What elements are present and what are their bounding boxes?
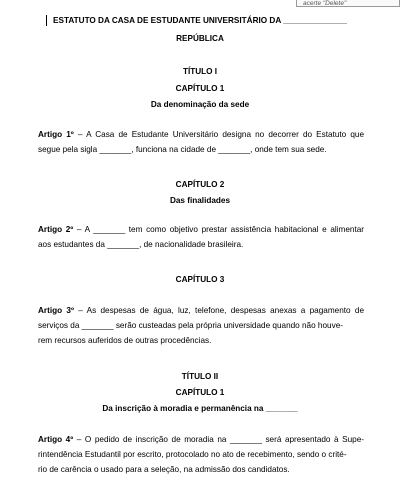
article-1-label: Artigo 1º [38,130,74,139]
title-ii-heading: TÍTULO II [181,372,219,381]
title-ii-chapter-1-subheading: Da inscrição à moradia e permanência na _______ [102,404,298,413]
document-title-line2: REPÚBLICA [176,34,224,43]
article-4 [38,432,364,477]
article-4-line1 [38,432,364,447]
article-4-text1: – O pedido de inscrição de moradia na _______ será apresentado à Supe- [73,435,364,444]
title-ii-chapter-1-heading: CAPÍTULO 1 [175,388,225,397]
article-3-line1 [38,303,364,318]
chapter-1-heading: CAPÍTULO 1 [175,84,225,93]
article-3-label: Artigo 3º [38,306,74,315]
document-title[interactable]: ESTATUTO DA CASA DE ESTUDANTE UNIVERSITÁRIO DA ______________ [53,16,347,25]
article-3-line2: serviços da _______ serão custeadas pela própria universidade quando não houve- [38,321,343,330]
chapter-3-heading: CAPÍTULO 3 [175,275,225,284]
article-3-line3: rem recursos auferidos de outras procedências. [38,336,212,345]
article-2-line1 [38,222,364,237]
article-2-text1: – A _______ tem como objetivo prestar assistência habitacional e alimentar [73,225,364,234]
article-2-line2: aos estudantes da _______, de nacionalidade brasileira. [38,240,244,249]
article-3-text1: – As despesas de água, luz, telefone, despesas anexas a pagamento de [73,306,364,315]
article-3 [38,303,364,348]
title-i-heading: TÍTULO I [182,67,218,76]
article-2-label: Artigo 2º [38,225,74,234]
delete-hint-tooltip: acerte "Delete" [296,0,400,7]
article-1 [38,127,364,157]
article-4-line2: rintendência Estudantil por escrito, protocolado no ato de recebimento, sendo o crité- [38,450,347,459]
chapter-1-subheading: Da denominação da sede [150,100,250,109]
chapter-2-heading: CAPÍTULO 2 [175,180,225,189]
article-1-line2: segue pela sigla _______, funciona na cidade de _______, onde tem sua sede. [38,145,327,154]
chapter-2-subheading: Das finalidades [169,196,231,205]
article-1-line1 [38,127,364,142]
article-1-text1: – A Casa de Estudante Universitário designa no decorrer do Estatuto que [73,130,364,139]
article-2 [38,222,364,252]
article-4-label: Artigo 4º [38,435,74,444]
article-4-line3: rio de carência o usado para a seleção, na admissão dos candidatos. [38,465,290,474]
